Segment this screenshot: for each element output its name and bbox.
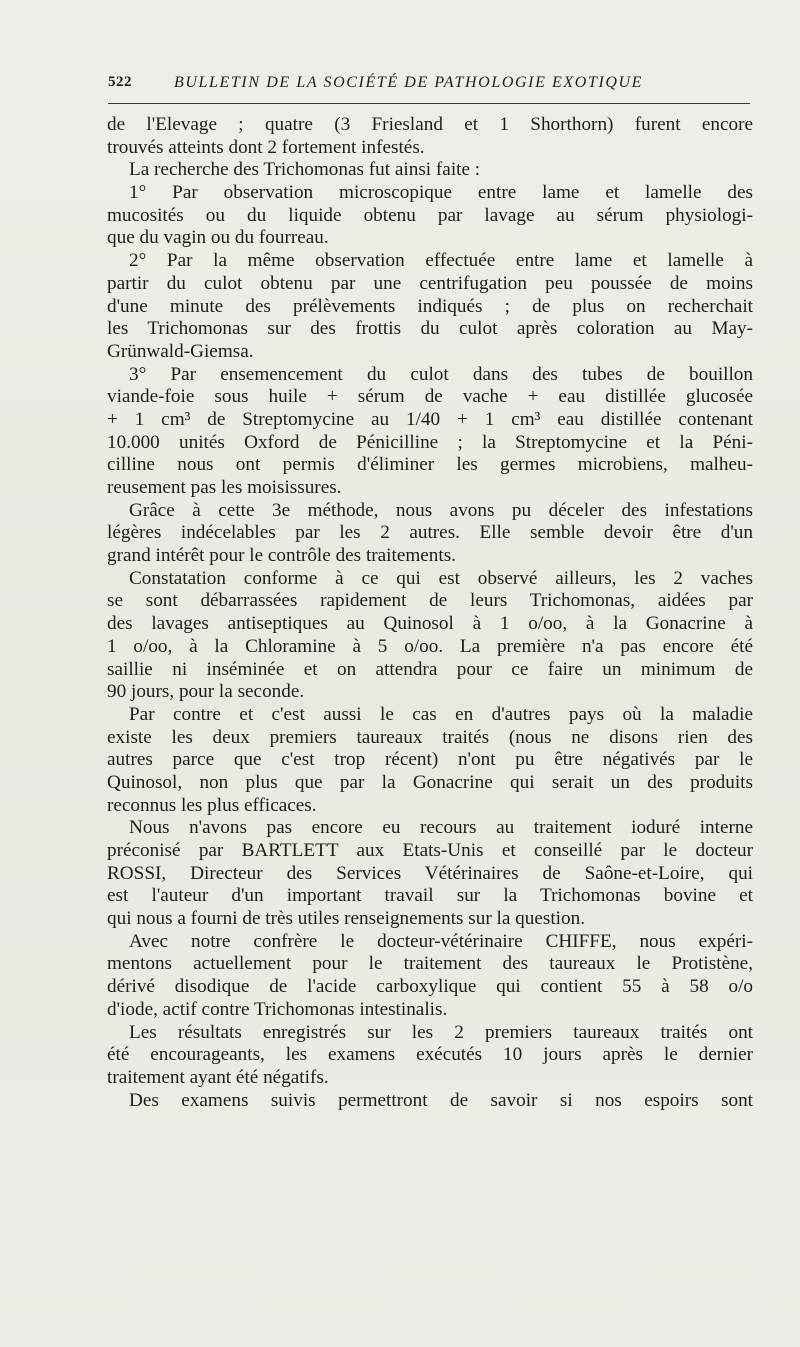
- text-line: Par contre et c'est aussi le cas en d'autres pays où la maladie: [129, 703, 753, 725]
- running-header: [108, 74, 748, 98]
- text-line: d'iode, actif contre Trichomonas intestinalis.: [107, 998, 448, 1020]
- text-line: viande-foie sous huile + sérum de vache + eau distillée glucosée: [107, 386, 753, 408]
- text-line: partir du culot obtenu par une centrifugation peu poussée de moins: [107, 272, 753, 294]
- text-line: Les résultats enregistrés sur les 2 premiers taureaux traités ont: [129, 1021, 753, 1043]
- text-line: Grâce à cette 3e méthode, nous avons pu déceler des infestations: [129, 499, 753, 521]
- text-line: Quinosol, non plus que par la Gonacrine qui serait un des produits: [107, 771, 753, 793]
- text-line: les Trichomonas sur des frottis du culot après coloration au May-: [107, 318, 753, 340]
- text-line: Nous n'avons pas encore eu recours au traitement ioduré interne: [129, 817, 753, 839]
- text-line: dérivé disodique de l'acide carboxylique qui contient 55 à 58 o/o: [107, 976, 753, 998]
- text-line: préconisé par BARTLETT aux Etats-Unis et conseillé par le docteur: [107, 840, 753, 861]
- text-line: que du vagin ou du fourreau.: [107, 227, 329, 249]
- text-line: reconnus les plus efficaces.: [107, 794, 317, 816]
- text-line: des lavages antiseptiques au Quinosol à 1 o/oo, à la Gonacrine à: [107, 613, 753, 635]
- text-line: La recherche des Trichomonas fut ainsi faite :: [129, 159, 481, 181]
- text-line: autres parce que c'est trop récent) n'ont pu être négativés par le: [107, 749, 753, 771]
- text-line: 1° Par observation microscopique entre lame et lamelle des: [129, 182, 753, 204]
- text-line: 1 o/oo, à la Chloramine à 5 o/oo. La première n'a pas encore été: [107, 635, 753, 657]
- article-body: [107, 114, 753, 1112]
- text-line: Avec notre confrère le docteur-vétérinaire CHIFFE, nous expéri-: [129, 930, 753, 952]
- text-line: saillie ni inséminée et on attendra pour ce faire un minimum de: [107, 658, 753, 680]
- text-line: est l'auteur d'un important travail sur la Trichomonas bovine et: [107, 885, 753, 907]
- text-line: Grünwald-Giemsa.: [107, 340, 254, 362]
- text-line: de l'Elevage ; quatre (3 Friesland et 1 Shorthorn) furent encore: [107, 114, 753, 135]
- text-line: trouvés atteints dont 2 fortement infestés.: [107, 136, 425, 158]
- running-title: BULLETIN DE LA SOCIÉTÉ DE PATHOLOGIE EXOTIQUE: [174, 74, 644, 91]
- page-number: 522: [108, 74, 132, 90]
- text-line: été encourageants, les examens exécutés 10 jours après le dernier: [107, 1044, 753, 1066]
- text-line: Constatation conforme à ce qui est observé ailleurs, les 2 vaches: [129, 567, 753, 589]
- text-line: qui nous a fourni de très utiles renseignements sur la question.: [107, 908, 585, 930]
- text-line: ROSSI, Directeur des Services Vétérinaires de Saône-et-Loire, qui: [107, 862, 753, 884]
- text-line: grand intérêt pour le contrôle des traitements.: [107, 545, 456, 567]
- text-line: cilline nous ont permis d'éliminer les germes microbiens, malheu-: [107, 454, 753, 476]
- text-line: légères indécelables par les 2 autres. Elle semble devoir être d'un: [107, 522, 753, 544]
- text-line: 90 jours, pour la seconde.: [107, 681, 305, 703]
- text-line: 2° Par la même observation effectuée entre lame et lamelle à: [129, 250, 753, 272]
- text-line: d'une minute des prélèvements indiqués ; de plus on recherchait: [107, 295, 753, 317]
- text-line: + 1 cm³ de Streptomycine au 1/40 + 1 cm³ eau distillée contenant: [107, 408, 753, 430]
- header-rule: [108, 103, 750, 104]
- text-line: 10.000 unités Oxford de Pénicilline ; la Streptomycine et la Péni-: [107, 431, 753, 453]
- text-line: se sont débarrassées rapidement de leurs Trichomonas, aidées par: [107, 590, 753, 612]
- text-line: 3° Par ensemencement du culot dans des tubes de bouillon: [129, 363, 753, 385]
- text-line: traitement ayant été négatifs.: [107, 1066, 329, 1088]
- text-line: reusement pas les moisissures.: [107, 477, 342, 498]
- text-line: existe les deux premiers taureaux traités (nous ne disons rien des: [107, 726, 753, 748]
- text-line: mentons actuellement pour le traitement des taureaux le Protistène,: [107, 953, 753, 975]
- text-line: Des examens suivis permettront de savoir si nos espoirs sont: [129, 1089, 753, 1111]
- text-line: mucosités ou du liquide obtenu par lavage au sérum physiologi-: [107, 204, 753, 226]
